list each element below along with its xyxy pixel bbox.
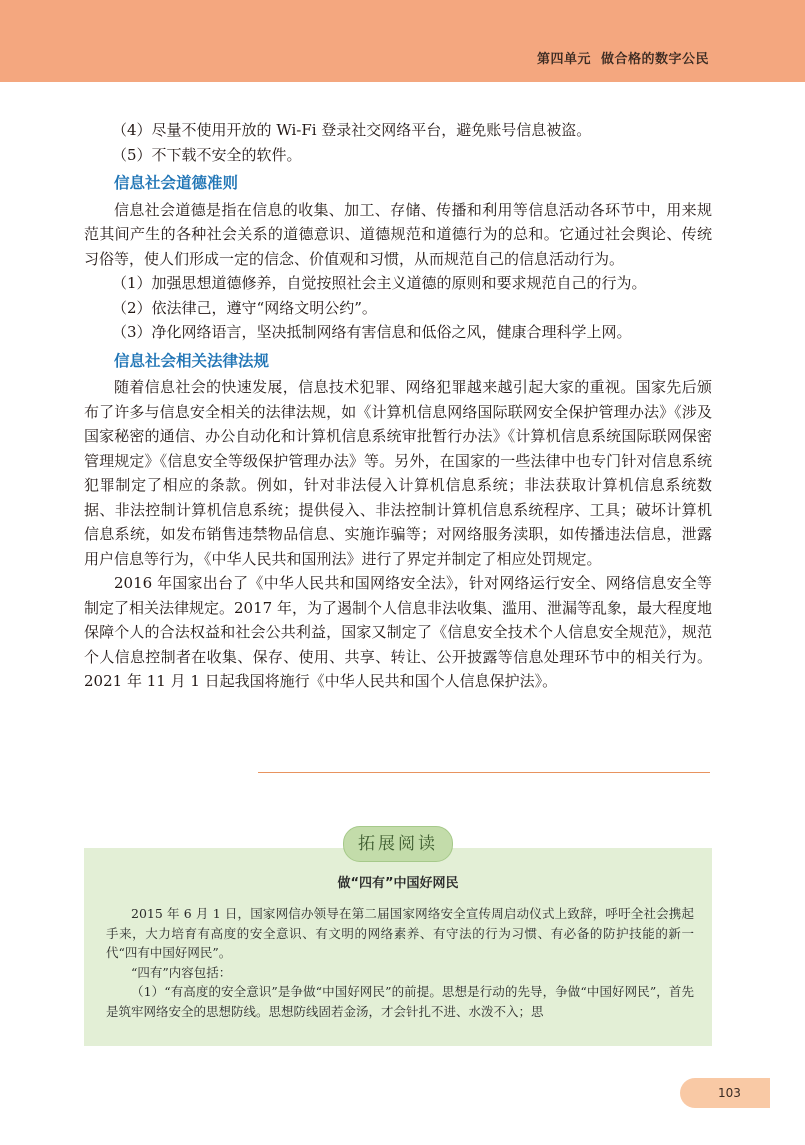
paragraph: 2016 年国家出台了《中华人民共和国网络安全法》，针对网络运行安全、网络信息安全等制定了相关法律规定。2017 年，为了遏制个人信息非法收集、滥用、泄漏等乱象，最大程度地保障个人的合法权益和社会公共利益，国家又制定了《信息安全技术个人信息安全规范》，规范个人信息控制者在收集、保存、使用、共享、转让、公开披露等信息处理环节中的相关行为。2021 年 11 月 1 日起我国将施行《中华人民共和国个人信息保护法》。 <box>84 574 712 690</box>
running-header <box>537 48 709 67</box>
section-heading-laws: 信息社会相关法律法规 <box>114 351 270 370</box>
section-heading-ethics: 信息社会道德准则 <box>114 174 239 192</box>
main-content <box>84 118 712 694</box>
list-item: （2）依法律己，遵守“网络文明公约”。 <box>112 298 377 317</box>
list-item: （4）尽量不使用开放的 Wi-Fi 登录社交网络平台，避免账号信息被盗。 <box>112 121 592 139</box>
extended-reading-text <box>106 904 694 1021</box>
extended-reading-title: 做“四有”中国好网民 <box>337 876 459 891</box>
header-band <box>0 0 805 82</box>
list-item: （5）不下载不安全的软件。 <box>112 145 302 164</box>
paragraph: （1）“有高度的安全意识”是争做“中国好网民”的前提。思想是行动的先导，争做“中国好网民”，首先是筑牢网络安全的思想防线。思想防线固若金汤，才会针扎不进、水泼不入；思 <box>106 984 694 1019</box>
list-item: （1）加强思想道德修养，自觉按照社会主义道德的原则和要求规范自己的行为。 <box>112 274 647 292</box>
paragraph: 信息社会道德是指在信息的收集、加工、存储、传播和利用等信息活动各环节中，用来规范其间产生的各种社会关系的道德意识、道德规范和道德行为的总和。它通过社会舆论、传统习俗等，使人们形成一定的信念、价值观和习惯，从而规范自己的信息活动行为。 <box>84 200 712 268</box>
extended-reading-box <box>84 848 712 1046</box>
unit-label: 第四单元 <box>536 52 591 67</box>
paragraph: 随着信息社会的快速发展，信息技术犯罪、网络犯罪越来越引起大家的重视。国家先后颁布了许多与信息安全相关的法律法规，如《计算机信息网络国际联网安全保护管理办法》《涉及国家秘密的通信、办公自动化和计算机信息系统审批暂行办法》《计算机信息系统国际联网保密管理规定》《信息安全等级保护管理办法》等。另外，在国家的一些法律中也专门针对信息系统犯罪制定了相应的条款。例如，针对非法侵入计算机信息系统；非法获取计算机信息系统数据、非法控制计算机信息系统；提供侵入、非法控制计算机信息系统程序、工具；破坏计算机信息系统，如发布销售违禁物品信息、实施诈骗等；对网络服务渎职，如传播违法信息，泄露用户信息等行为，《中华人民共和国刑法》进行了界定并制定了相应处罚规定。 <box>84 378 712 568</box>
list-item: （3）净化网络语言，坚决抵制网络有害信息和低俗之风，健康合理科学上网。 <box>112 323 632 341</box>
paragraph: 2015 年 6 月 1 日，国家网信办领导在第二届国家网络安全宣传周启动仪式上致辞，呼吁全社会携起手来，大力培育有高度的安全意识、有文明的网络素养、有守法的行为习惯、有必备的防护技能的新一代“四有中国好网民”。 <box>106 906 694 960</box>
chapter-title: 做合格的数字公民 <box>600 52 709 67</box>
section-divider <box>258 772 710 773</box>
extended-reading-badge: 拓展阅读 <box>343 826 453 862</box>
page-number: 103 <box>680 1078 770 1108</box>
paragraph: “四有”内容包括： <box>131 964 232 980</box>
